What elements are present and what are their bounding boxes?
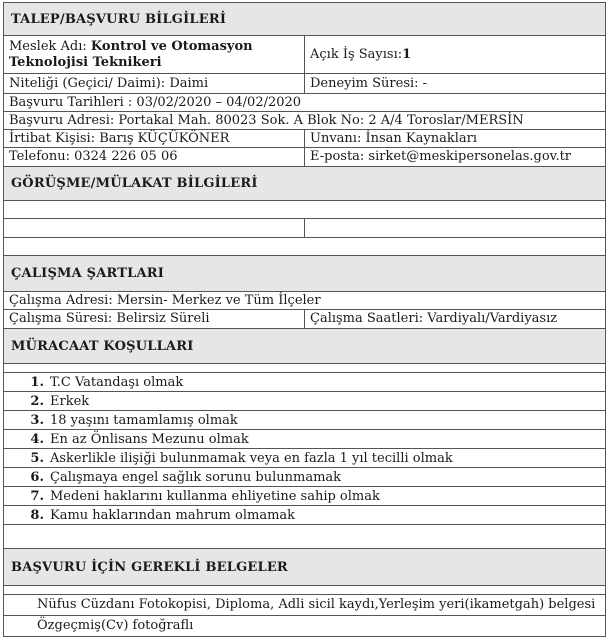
meslek-text [9,39,304,71]
list-item [4,506,605,525]
calisma-saatleri-text: Çalışma Saatleri: Vardiyalı/Vardiyasız [310,311,558,326]
belgeler-line-1: Nüfus Cüzdanı Fotokopisi, Diploma, Adli sicil kaydı,Yerleşim yeri(ikametgah) belgesi [37,597,596,612]
list-item-text: En az Önlisans Mezunu olmak [50,431,249,447]
list-item-number: 2. [30,393,44,409]
list-item-text: Kamu haklarından mahrum olmamak [50,507,296,523]
section-header-belgeler: BAŞVURU İÇİN GEREKLİ BELGELER [4,549,605,586]
gorusme-blank-right [305,219,605,237]
meslek-label: Meslek Adı: [9,38,91,54]
basvuru-adresi-text: Başvuru Adresi: Portakal Mah. 80023 Sok. A Blok No: 2 A/4 Toroslar/MERSİN [9,112,524,128]
row-niteligi [4,74,605,94]
meslek-value: Kontrol ve Otomasyon Teknolojisi Teknikeri [9,38,253,70]
list-item [4,430,605,449]
deneyim-text: Deneyim Süresi: - [310,75,428,91]
acik-is-cell [305,36,605,73]
calisma-suresi-text: Çalışma Süresi: Belirsiz Süreli [4,310,305,328]
row-telefon [4,148,605,167]
eposta-text: E-posta: sirket@meskipersonelas.gov.tr [310,149,572,164]
niteligi-text: Niteliği (Geçici/ Daimi): Daimi [4,74,305,93]
row-gorusme-blank-2 [4,219,605,238]
telefon-text: Telefonu: 0324 226 05 06 [4,148,305,166]
section-header-talep: TALEP/BAŞVURU BİLGİLERİ [4,3,605,36]
row-adresi [4,112,605,130]
list-item-number: 3. [30,412,44,428]
acik-is-value: 1 [402,46,412,62]
row-calisma-adresi [4,292,605,310]
list-item-number: 1. [30,374,44,390]
row-irtibat [4,130,605,148]
belgeler-line-2: Özgeçmiş(Cv) fotoğraflı [37,618,194,633]
list-item-number: 7. [30,488,44,504]
meslek-cell [4,36,305,73]
calisma-adresi-text: Çalışma Adresi: Mersin- Merkez ve Tüm İlçeler [9,292,321,308]
row-meslek [4,36,605,74]
row-belgeler-1 [4,595,605,616]
list-item-number: 8. [30,507,44,523]
belgeler-top-gap [4,586,605,595]
list-item-number: 5. [30,450,44,466]
list-item-text: Askerlikle ilişiği bulunmamak veya en fazla 1 yıl tecilli olmak [50,450,453,466]
muracaat-bottom-gap [4,525,605,549]
list-item-text: Çalışmaya engel sağlık sorunu bulunmamak [50,469,342,485]
section-header-gorusme: GÖRÜŞME/MÜLAKAT BİLGİLERİ [4,167,605,201]
row-belgeler-2 [4,616,605,636]
row-gorusme-blank-1 [4,201,605,219]
job-posting-form [3,2,606,637]
gap-row [4,238,605,256]
gorusme-blank-cell [4,201,605,218]
gorusme-blank-left [4,219,305,237]
section-header-muracaat: MÜRACAAT KOŞULLARI [4,329,605,364]
irtibat-text: İrtibat Kişisi: Barış KÜÇÜKÖNER [4,130,305,147]
muracaat-top-gap [4,364,605,373]
unvani-text: Unvanı: İnsan Kaynakları [310,130,477,146]
row-calisma-suresi [4,310,605,329]
list-item-text: T.C Vatandaşı olmak [50,374,184,390]
list-item-text: Medeni haklarını kullanma ehliyetine sahip olmak [50,488,380,504]
list-item-number: 6. [30,469,44,485]
list-item-text: 18 yaşını tamamlamış olmak [50,412,238,428]
list-item [4,449,605,468]
list-item-number: 4. [30,431,44,447]
list-item [4,392,605,411]
section-header-calisma: ÇALIŞMA ŞARTLARI [4,256,605,292]
list-item [4,373,605,392]
list-item [4,411,605,430]
list-item [4,468,605,487]
basvuru-tarihleri-text: Başvuru Tarihleri : 03/02/2020 – 04/02/2020 [9,94,302,110]
list-item-text: Erkek [50,393,90,409]
acik-is-label: Açık İş Sayısı: [310,46,403,62]
row-tarihleri [4,94,605,112]
list-item [4,487,605,506]
